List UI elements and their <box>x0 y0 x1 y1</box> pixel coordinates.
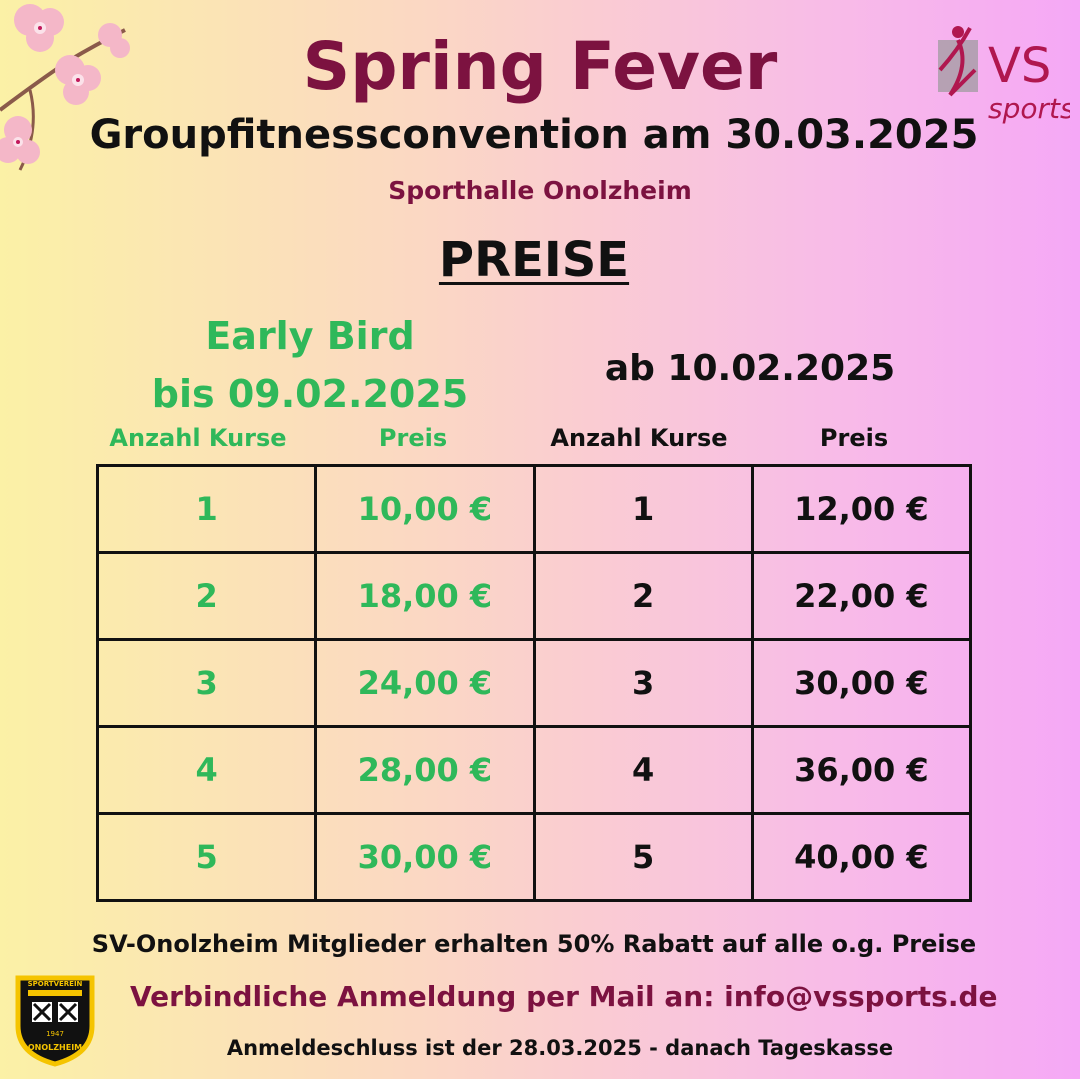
table-row <box>98 640 971 727</box>
regular-count-cell: 2 <box>534 553 752 640</box>
early-bird-price-header: Preis <box>378 424 448 452</box>
regular-price-cell: 22,00 € <box>752 553 970 640</box>
regular-count-cell: 3 <box>534 640 752 727</box>
price-table <box>96 464 972 902</box>
table-row <box>98 466 971 553</box>
crest-top-text: SPORTVEREIN <box>27 980 83 988</box>
early-bird-count-header: Anzahl Kurse <box>109 424 287 452</box>
table-row <box>98 553 971 640</box>
signup-email-note: Verbindliche Anmeldung per Mail an: info@vssports.de <box>130 980 998 1013</box>
regular-price-cell: 40,00 € <box>752 814 970 901</box>
page-title: Spring Fever <box>302 28 778 105</box>
table-row <box>98 727 971 814</box>
regular-price-header: Preis <box>819 424 889 452</box>
early-bird-date: bis 09.02.2025 <box>151 372 469 416</box>
early-bird-count-cell: 4 <box>98 727 316 814</box>
club-crest-icon <box>12 972 98 1068</box>
crest-bottom-text: ONOLZHEIM <box>27 1043 83 1052</box>
early-bird-title: Early Bird <box>205 314 415 358</box>
venue-label: Sporthalle Onolzheim <box>388 176 692 205</box>
early-bird-price-cell: 10,00 € <box>316 466 534 553</box>
early-bird-price-cell: 18,00 € <box>316 553 534 640</box>
registration-deadline: Anmeldeschluss ist der 28.03.2025 - danach Tageskasse <box>226 1036 894 1060</box>
early-bird-count-cell: 2 <box>98 553 316 640</box>
early-bird-price-cell: 30,00 € <box>316 814 534 901</box>
member-discount-note: SV-Onolzheim Mitglieder erhalten 50% Rabatt auf alle o.g. Preise <box>91 930 977 958</box>
event-subtitle: Groupfitnessconvention am 30.03.2025 <box>89 112 979 158</box>
regular-count-cell: 1 <box>534 466 752 553</box>
regular-count-cell: 5 <box>534 814 752 901</box>
regular-price-cell: 30,00 € <box>752 640 970 727</box>
crest-year: 1947 <box>46 1030 64 1038</box>
regular-count-header: Anzahl Kurse <box>550 424 728 452</box>
logo-sports-text: sports <box>988 92 1070 125</box>
early-bird-count-cell: 1 <box>98 466 316 553</box>
early-bird-price-cell: 28,00 € <box>316 727 534 814</box>
table-row <box>98 814 971 901</box>
logo-vs-text: VS <box>988 38 1052 94</box>
early-bird-count-cell: 5 <box>98 814 316 901</box>
section-heading: PREISE <box>438 232 630 288</box>
early-bird-count-cell: 3 <box>98 640 316 727</box>
regular-date: ab 10.02.2025 <box>604 348 896 389</box>
early-bird-price-cell: 24,00 € <box>316 640 534 727</box>
regular-count-cell: 4 <box>534 727 752 814</box>
regular-price-cell: 36,00 € <box>752 727 970 814</box>
regular-price-cell: 12,00 € <box>752 466 970 553</box>
